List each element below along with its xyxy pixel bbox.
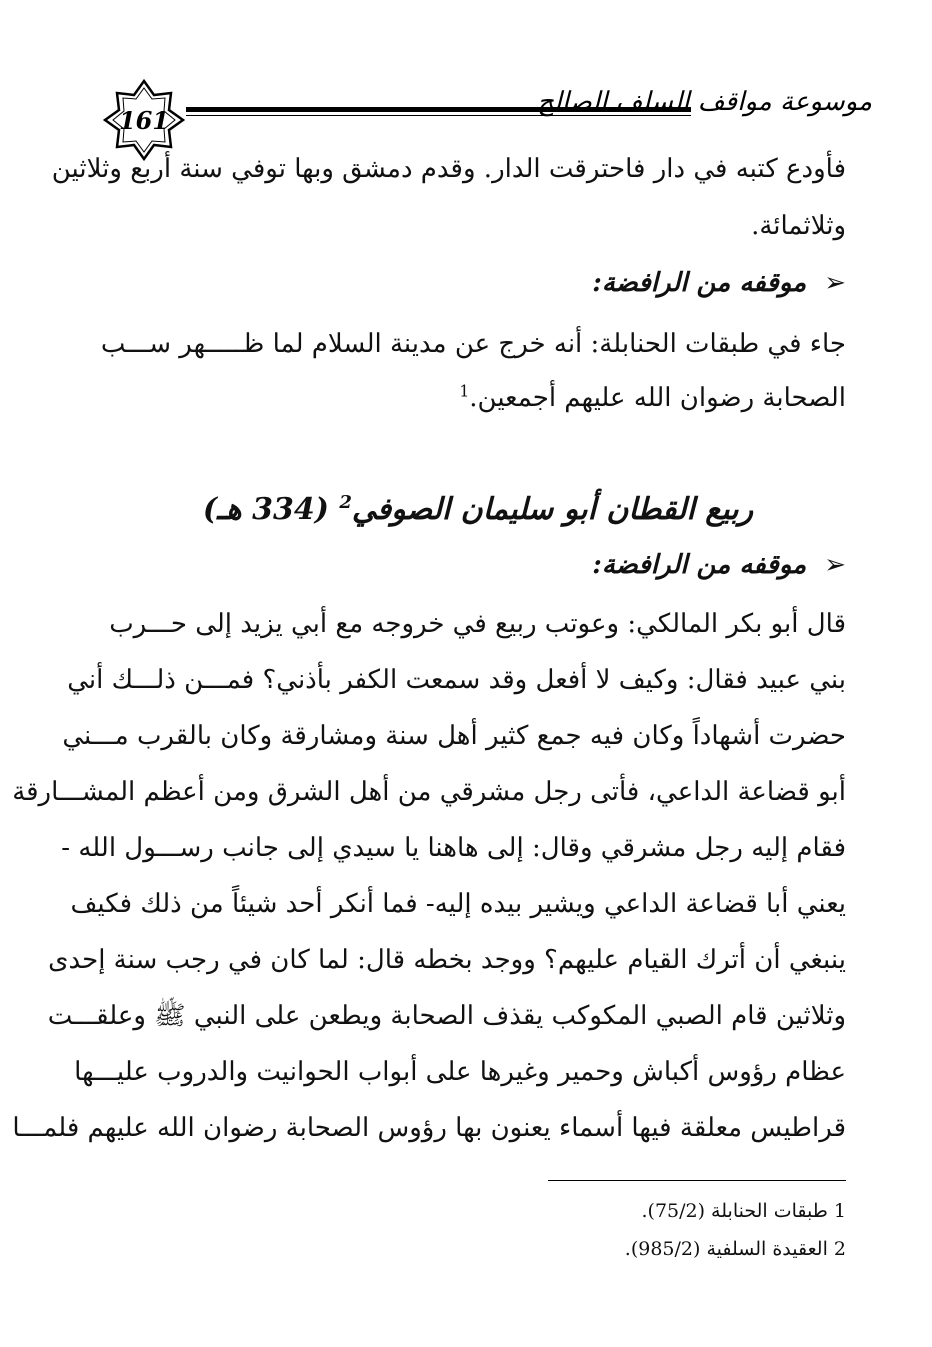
biography-year: (334 هـ) xyxy=(202,492,329,527)
paragraph-line: جاء في طبقات الحنابلة: أنه خرج عن مدينة السلام لما ظـــــهر ســـب xyxy=(100,329,846,359)
footnote: 2 العقيدة السلفية (985/2). xyxy=(624,1238,846,1260)
paragraph-line: حضرت أشهاداً وكان فيه جمع كثير أهل سنة ومشارقة وكان بالقرب مـــني xyxy=(62,721,846,751)
paragraph-line: أبو قضاعة الداعي، فأتى رجل مشرقي من أهل الشرق ومن أعظم المشـــارقة xyxy=(12,777,846,807)
section-heading-text: موقفه من الرافضة: xyxy=(592,268,807,298)
biography-name: ربيع القطان أبو سليمان الصوفي xyxy=(351,492,754,527)
footnote: 1 طبقات الحنابلة (75/2). xyxy=(641,1200,846,1222)
running-header xyxy=(102,72,872,142)
biography-title xyxy=(110,480,846,540)
paragraph-line-text: الصحابة رضوان الله عليهم أجمعين. xyxy=(469,383,846,413)
paragraph-line: قال أبو بكر المالكي: وعوتب ربيع في خروجه مع أبي يزيد إلى حـــرب xyxy=(109,609,846,639)
page-number: 161 xyxy=(118,105,170,135)
paragraph-line: بني عبيد فقال: وكيف لا أفعل وقد سمعت الكفر بأذني؟ فمـــن ذلـــك أني xyxy=(67,665,846,695)
arrow-bullet-icon: ➢ xyxy=(824,268,846,298)
section-heading xyxy=(592,540,846,590)
footnote-ref: 1 xyxy=(459,382,470,401)
paragraph-line: يعني أبا قضاعة الداعي ويشير بيده إليه- فما أنكر أحد شيئاً من ذلك فكيف xyxy=(70,889,846,919)
paragraph-line: فأودع كتبه في دار فاحترقت الدار. وقدم دمشق وبها توفي سنة أربع وثلاثين xyxy=(51,154,846,184)
arrow-bullet-icon: ➢ xyxy=(824,550,846,580)
paragraph-line: ينبغي أن أترك القيام عليهم؟ ووجد بخطه قال: لما كان في رجب سنة إحدى xyxy=(48,945,846,975)
paragraph-line: عظام رؤوس أكباش وحمير وغيرها على أبواب الحوانيت والدروب عليـــها xyxy=(74,1057,846,1087)
section-heading xyxy=(592,258,846,308)
series-title: موسوعة مواقف السلف الصالح xyxy=(537,87,872,117)
paragraph-line xyxy=(110,372,846,424)
paragraph-line: وثلاثمائة. xyxy=(751,211,846,241)
footnote-ref: 2 xyxy=(339,492,352,513)
paragraph-line: فقام إليه رجل مشرقي وقال: إلى هاهنا يا سيدي إلى جانب رســـول الله - xyxy=(61,833,846,863)
paragraph-line: قراطيس معلقة فيها أسماء يعنون بها رؤوس الصحابة رضوان الله عليهم فلمـــا xyxy=(12,1113,846,1143)
section-heading-text: موقفه من الرافضة: xyxy=(592,550,807,580)
footnote-rule xyxy=(548,1180,846,1181)
paragraph-line: وثلاثين قام الصبي المكوكب يقذف الصحابة ويطعن على النبي ﷺ وعلقـــت xyxy=(47,1001,846,1031)
